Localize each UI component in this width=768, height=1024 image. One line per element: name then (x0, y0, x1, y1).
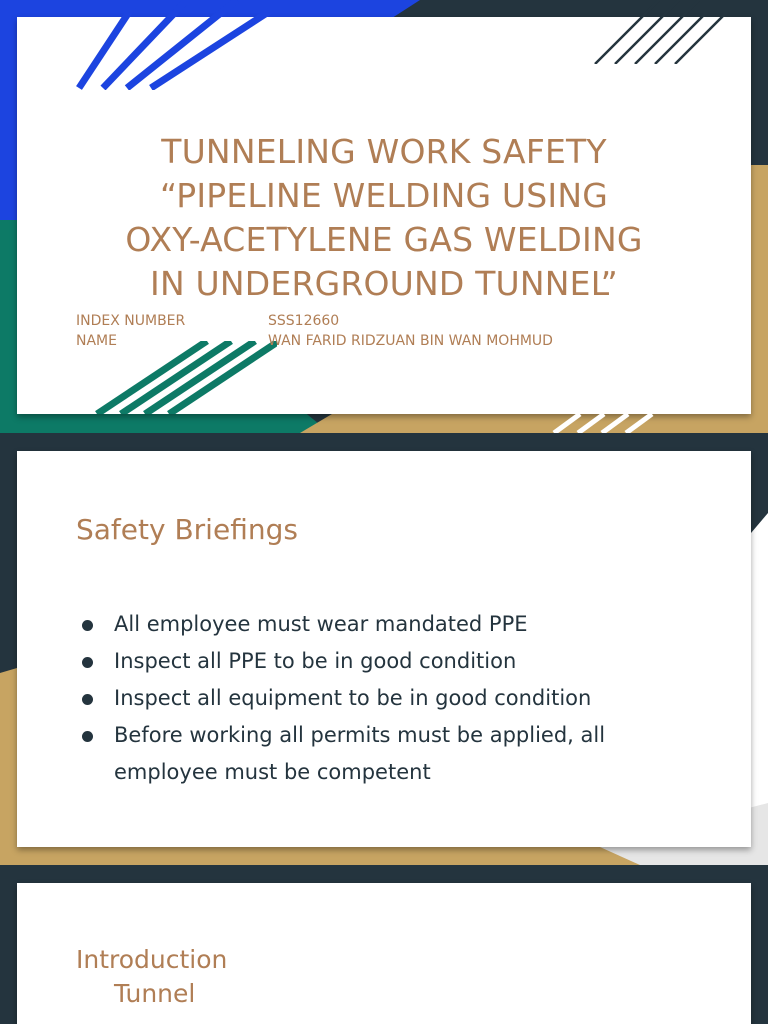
bullet-item (76, 606, 676, 643)
bullet-icon (82, 731, 93, 742)
dark-stripes-decoration (591, 0, 751, 64)
heading-line: Tunnel (114, 979, 196, 1008)
bullet-icon (82, 657, 93, 668)
presentation-title (57, 130, 711, 306)
title-line: “PIPELINE WELDING USING (159, 176, 609, 215)
introduction-slide (17, 883, 751, 1024)
title-line: OXY-ACETYLENE GAS WELDING (125, 220, 643, 259)
bullet-text: All employee must wear mandated PPE (114, 612, 528, 636)
bullet-text: Before working all permits must be applied, all employee must be competent (114, 723, 606, 784)
index-number-row (76, 311, 553, 331)
bullet-text: Inspect all equipment to be in good condition (114, 686, 592, 710)
bullet-item (76, 680, 676, 717)
heading-line: Introduction (76, 945, 228, 974)
name-row (76, 331, 553, 351)
bullet-item (76, 643, 676, 680)
title-line: TUNNELING WORK SAFETY (161, 132, 607, 171)
safety-briefings-slide (17, 451, 751, 847)
bullet-item (76, 717, 676, 791)
slide-heading: Safety Briefings (76, 513, 298, 546)
title-line: IN UNDERGROUND TUNNEL” (150, 264, 618, 303)
slide-heading (76, 943, 227, 1011)
bullet-icon (82, 620, 93, 631)
bullet-list (76, 606, 676, 791)
blue-stripes-decoration (75, 0, 275, 90)
index-number-label: INDEX NUMBER (76, 313, 186, 329)
green-stripes-decoration (37, 341, 277, 414)
name-label: NAME (76, 333, 117, 349)
white-stripes-decoration (548, 414, 658, 433)
bullet-icon (82, 694, 93, 705)
index-number-value: SSS12660 (268, 313, 340, 329)
title-slide (17, 17, 751, 414)
name-value: WAN FARID RIDZUAN BIN WAN MOHMUD (268, 333, 553, 349)
student-info (76, 311, 553, 351)
bullet-text: Inspect all PPE to be in good condition (114, 649, 517, 673)
